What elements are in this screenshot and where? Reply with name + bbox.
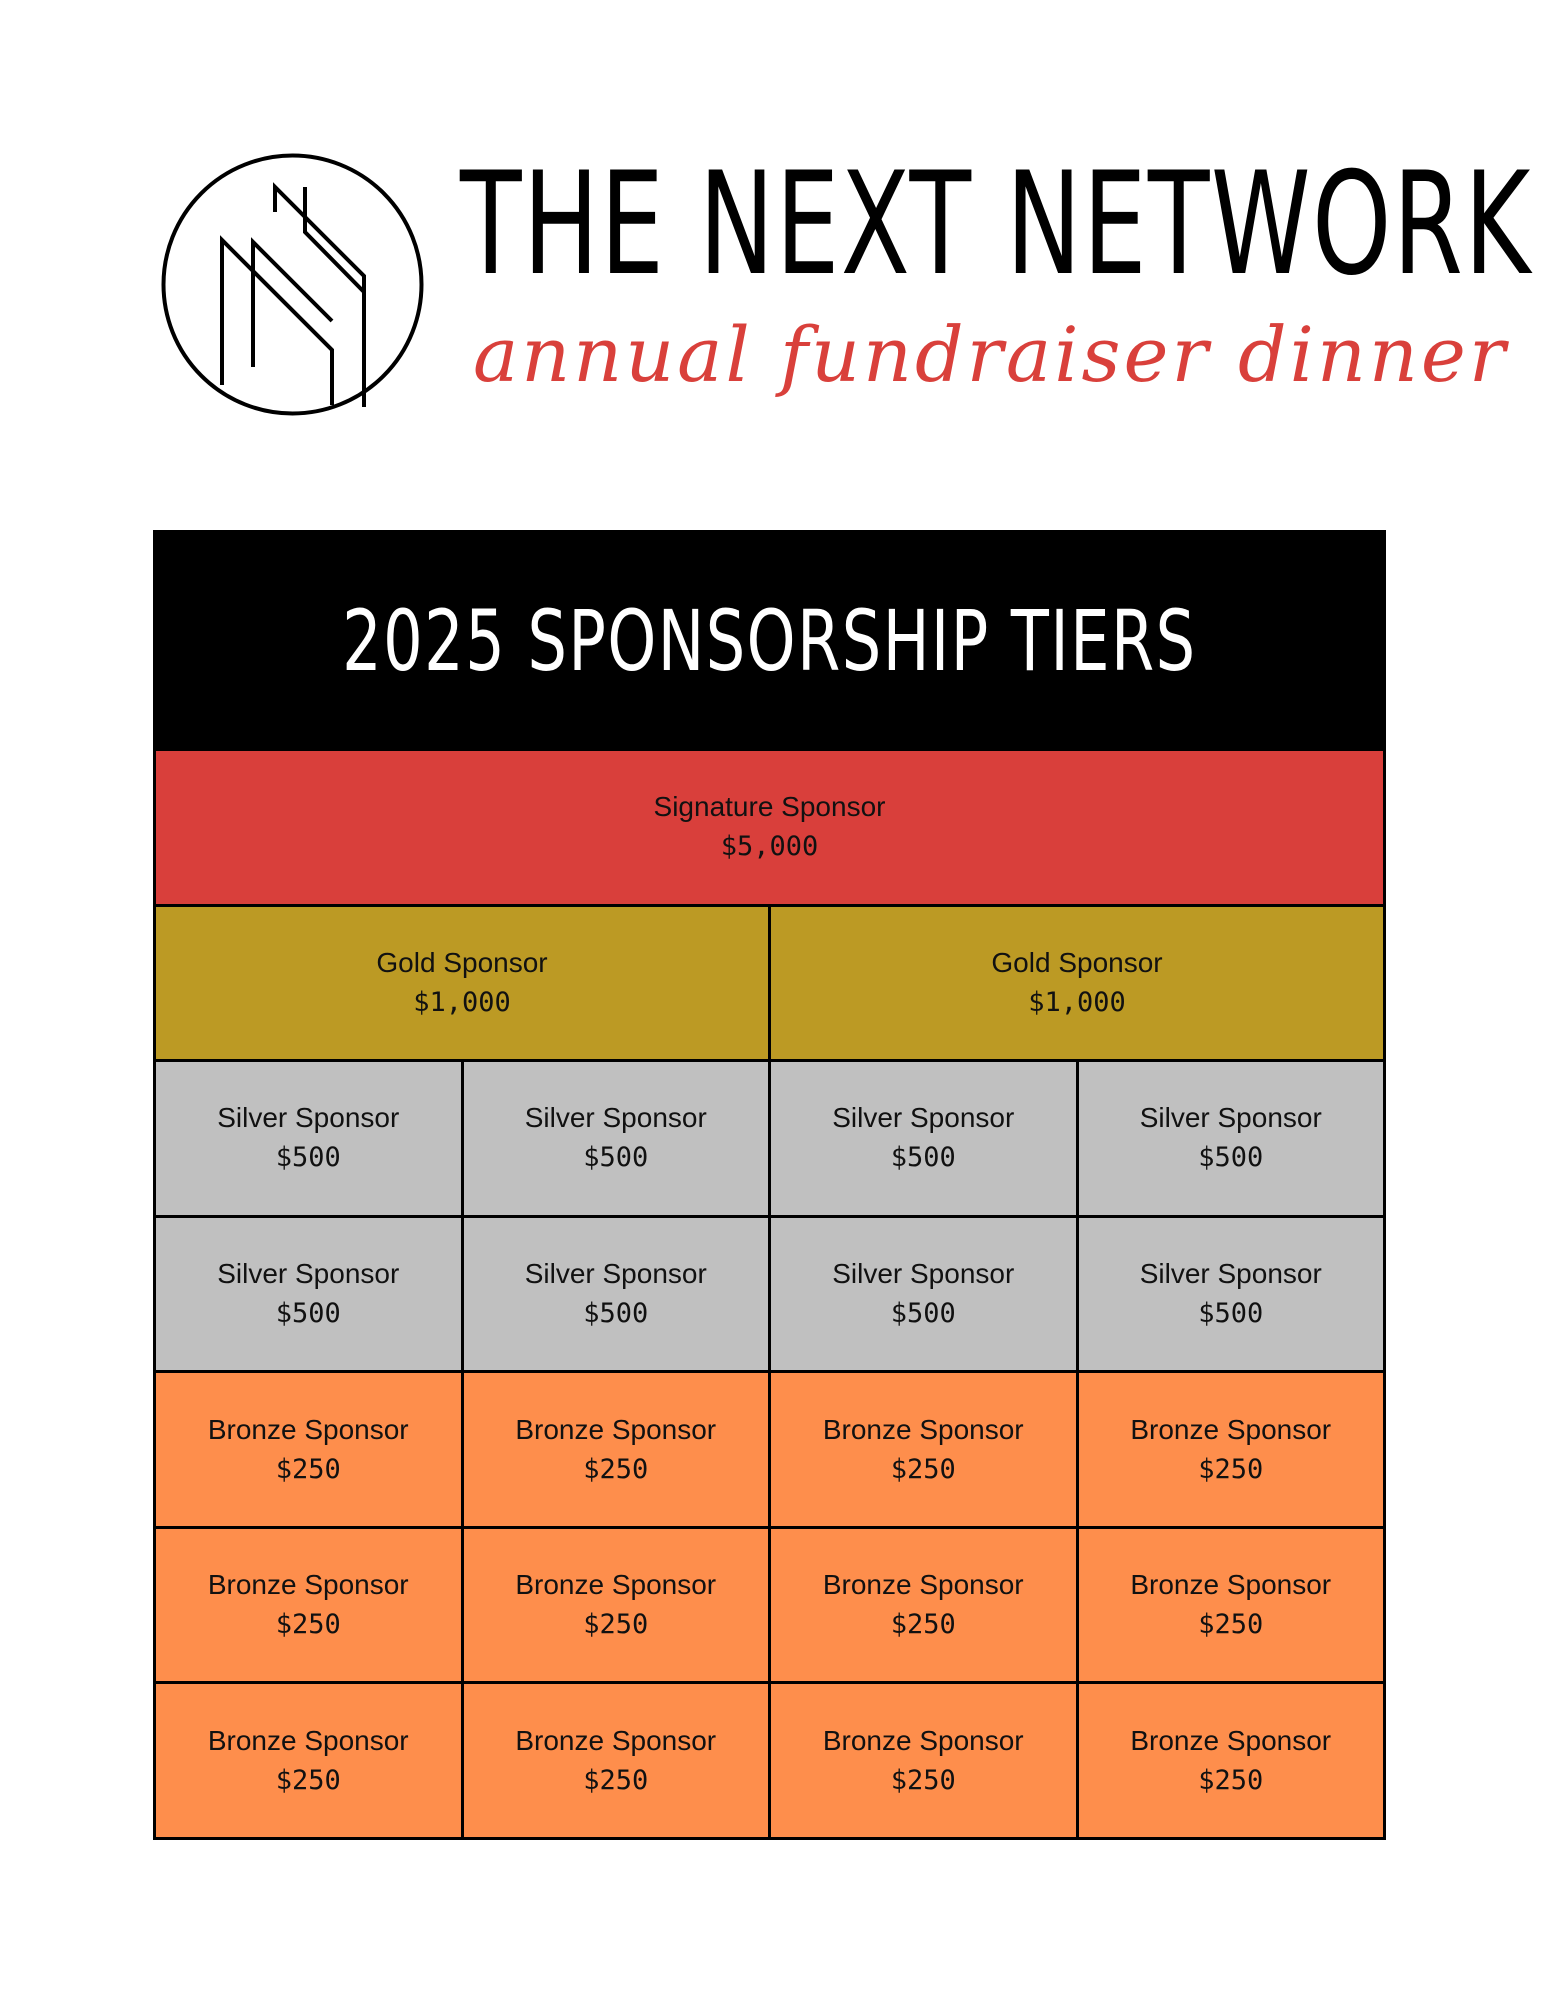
sponsor-tier-price: $250 bbox=[1198, 1453, 1264, 1485]
brand-title: THE NEXT NETWORK bbox=[460, 142, 1532, 307]
sponsor-tier-price: $250 bbox=[1198, 1764, 1264, 1796]
sponsor-tier-price: $500 bbox=[583, 1297, 649, 1329]
sponsor-tier-price: $500 bbox=[275, 1297, 341, 1329]
bronze-sponsor-cell bbox=[1079, 1373, 1384, 1526]
sponsor-tier-name: Bronze Sponsor bbox=[822, 1724, 1024, 1756]
sponsor-tier-name: Bronze Sponsor bbox=[1130, 1413, 1332, 1445]
silver-sponsor-cell bbox=[771, 1062, 1076, 1215]
bronze-sponsor-cell bbox=[1079, 1529, 1384, 1682]
silver-sponsor-cell bbox=[1079, 1218, 1384, 1371]
sponsor-tier-name: Silver Sponsor bbox=[524, 1102, 707, 1134]
silver-sponsor-cell bbox=[464, 1218, 769, 1371]
signature-sponsor-cell bbox=[156, 751, 1383, 904]
sponsor-tier-name: Silver Sponsor bbox=[524, 1257, 707, 1289]
bronze-sponsor-cell bbox=[1079, 1684, 1384, 1837]
sponsor-tier-price: $250 bbox=[1198, 1609, 1264, 1641]
table-title: 2025 SPONSORSHIP TIERS bbox=[342, 591, 1197, 690]
sponsor-tier-name: Silver Sponsor bbox=[832, 1102, 1015, 1134]
sponsor-tier-name: Bronze Sponsor bbox=[207, 1569, 409, 1601]
sponsor-tier-name: Silver Sponsor bbox=[832, 1257, 1015, 1289]
sponsorship-tiers-table bbox=[153, 530, 1386, 1840]
sponsor-tier-price: $250 bbox=[275, 1609, 341, 1641]
sponsor-tier-name: Bronze Sponsor bbox=[515, 1724, 717, 1756]
sponsor-tier-name: Silver Sponsor bbox=[1139, 1102, 1322, 1134]
sponsor-tier-name: Signature Sponsor bbox=[653, 791, 886, 823]
gold-sponsor-cell bbox=[156, 907, 768, 1060]
bronze-sponsor-cell bbox=[771, 1373, 1076, 1526]
sponsor-tier-price: $250 bbox=[583, 1453, 649, 1485]
sponsor-tier-price: $500 bbox=[275, 1142, 341, 1174]
sponsor-tier-name: Silver Sponsor bbox=[1139, 1257, 1322, 1289]
sponsor-tier-name: Bronze Sponsor bbox=[515, 1569, 717, 1601]
bronze-sponsor-cell bbox=[156, 1529, 461, 1682]
sponsor-tier-price: $5,000 bbox=[720, 831, 819, 863]
sponsor-tier-price: $250 bbox=[890, 1453, 956, 1485]
sponsor-tier-price: $500 bbox=[890, 1297, 956, 1329]
silver-sponsor-cell bbox=[156, 1062, 461, 1215]
sponsor-tier-name: Silver Sponsor bbox=[217, 1102, 400, 1134]
sponsor-tier-name: Bronze Sponsor bbox=[822, 1569, 1024, 1601]
silver-sponsor-cell bbox=[464, 1062, 769, 1215]
sponsor-tier-name: Bronze Sponsor bbox=[1130, 1724, 1332, 1756]
bronze-sponsor-cell bbox=[771, 1684, 1076, 1837]
sponsor-tier-price: $500 bbox=[890, 1142, 956, 1174]
sponsor-tier-name: Silver Sponsor bbox=[217, 1257, 400, 1289]
brand-subtitle: annual fundraiser dinner bbox=[473, 310, 1509, 399]
sponsor-tier-name: Bronze Sponsor bbox=[207, 1413, 409, 1445]
table-banner bbox=[156, 533, 1383, 748]
sponsor-tier-name: Bronze Sponsor bbox=[822, 1413, 1024, 1445]
sponsor-tier-name: Bronze Sponsor bbox=[207, 1724, 409, 1756]
silver-sponsor-cell bbox=[771, 1218, 1076, 1371]
bronze-sponsor-cell bbox=[464, 1373, 769, 1526]
sponsor-tier-price: $250 bbox=[275, 1764, 341, 1796]
sponsor-tier-price: $500 bbox=[583, 1142, 649, 1174]
sponsor-tier-price: $1,000 bbox=[413, 986, 511, 1018]
silver-sponsor-cell bbox=[1079, 1062, 1384, 1215]
sponsor-tier-price: $1,000 bbox=[1028, 986, 1126, 1018]
gold-sponsor-cell bbox=[771, 907, 1383, 1060]
sponsor-tier-name: Gold Sponsor bbox=[991, 946, 1163, 978]
sponsor-tier-price: $250 bbox=[890, 1609, 956, 1641]
bronze-sponsor-cell bbox=[464, 1684, 769, 1837]
sponsor-tier-price: $250 bbox=[583, 1609, 649, 1641]
sponsor-tier-price: $250 bbox=[275, 1453, 341, 1485]
nn-monogram-logo-icon bbox=[160, 152, 425, 417]
bronze-sponsor-cell bbox=[156, 1373, 461, 1526]
sponsor-tier-name: Gold Sponsor bbox=[376, 946, 548, 978]
bronze-sponsor-cell bbox=[156, 1684, 461, 1837]
sponsor-tier-price: $250 bbox=[890, 1764, 956, 1796]
sponsor-tier-price: $500 bbox=[1198, 1297, 1264, 1329]
silver-sponsor-cell bbox=[156, 1218, 461, 1371]
sponsor-tier-name: Bronze Sponsor bbox=[515, 1413, 717, 1445]
sponsor-tier-price: $250 bbox=[583, 1764, 649, 1796]
sponsor-tier-price: $500 bbox=[1198, 1142, 1264, 1174]
sponsor-tier-name: Bronze Sponsor bbox=[1130, 1569, 1332, 1601]
bronze-sponsor-cell bbox=[464, 1529, 769, 1682]
bronze-sponsor-cell bbox=[771, 1529, 1076, 1682]
